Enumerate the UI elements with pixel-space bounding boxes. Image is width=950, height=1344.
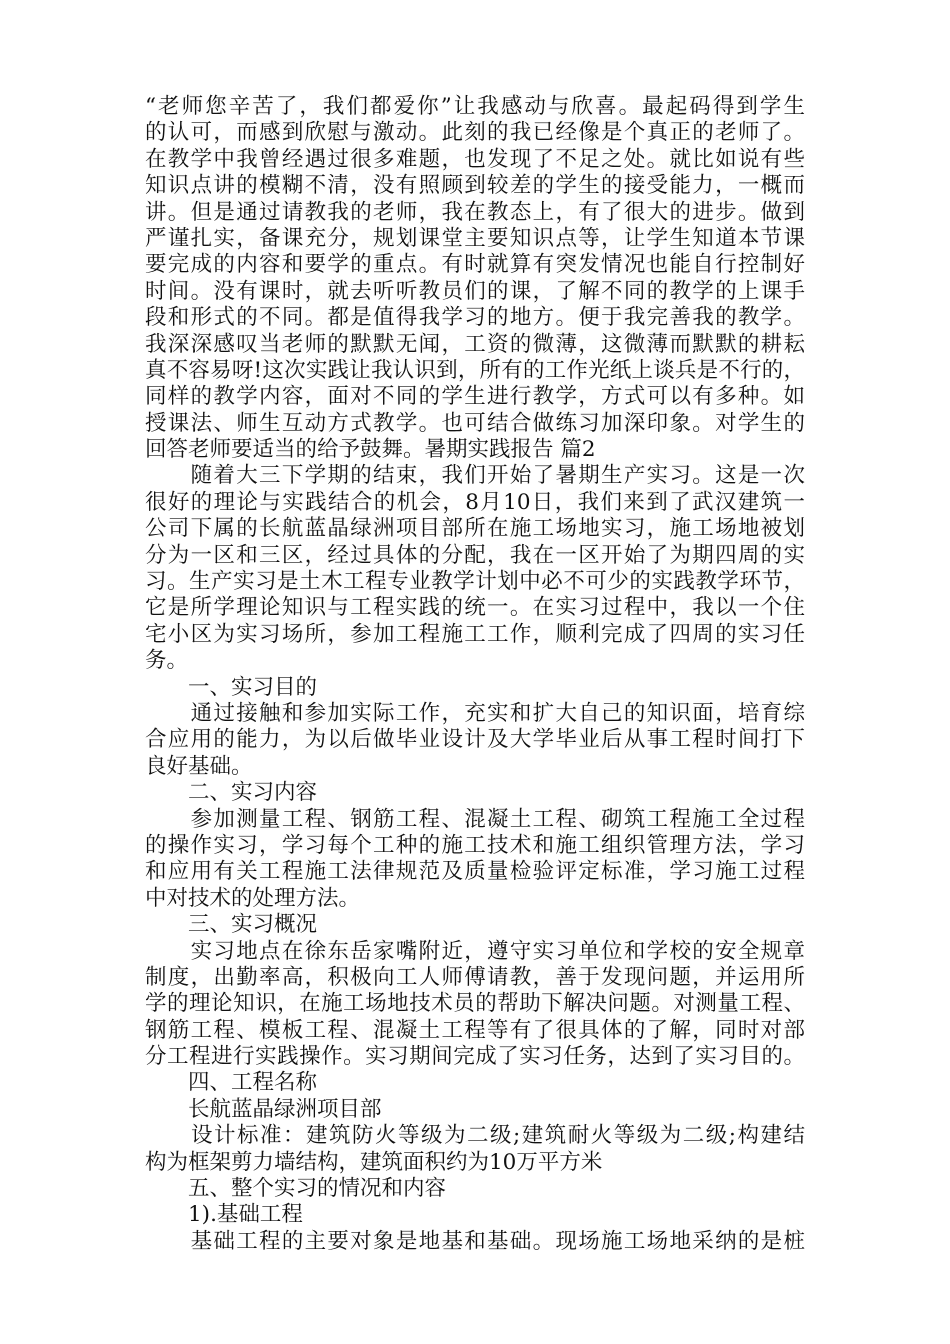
text-line: 同样的教学内容，面对不同的学生进行教学，方式可以有多种。如	[145, 384, 805, 410]
text-line: 四、工程名称	[145, 1070, 318, 1096]
text-line: 分工程进行实践操作。实习期间完成了实习任务，达到了实习目的。	[145, 1044, 805, 1070]
text-line: 通过接触和参加实际工作，充实和扩大自己的知识面，培育综	[145, 700, 805, 726]
text-line: 1).基础工程	[145, 1202, 303, 1228]
text-line: 回答老师要适当的给予鼓舞。暑期实践报告 篇2	[145, 437, 596, 463]
text-line: 钢筋工程、模板工程、混凝土工程等有了很具体的了解，同时对部	[145, 1017, 805, 1043]
text-line: 参加测量工程、钢筋工程、混凝土工程、砌筑工程施工全过程	[145, 806, 805, 832]
text-line: 真不容易呀!这次实践让我认识到，所有的工作光纸上谈兵是不行的，	[145, 357, 805, 383]
text-line: 的认可，而感到欣慰与激动。此刻的我已经像是个真正的老师了。	[145, 120, 805, 146]
text-line: 和应用有关工程施工法律规范及质量检验评定标准，学习施工过程	[145, 859, 805, 885]
text-line: 制度，出勤率高，积极向工人师傅请教，善于发现问题，并运用所	[145, 964, 805, 990]
text-line: 讲。但是通过请教我的老师，我在教态上，有了很大的进步。做到	[145, 199, 805, 225]
text-line: 很好的理论与实践结合的机会，8月10日，我们来到了武汉建筑一	[145, 489, 805, 515]
text-line: 中对技术的处理方法。	[145, 885, 361, 911]
text-line: 设计标准：建筑防火等级为二级;建筑耐火等级为二级;构建结	[145, 1123, 805, 1149]
document-body	[145, 94, 805, 1255]
text-line: 授课法、师生互动方式教学。也可结合做练习加深印象。对学生的	[145, 410, 805, 436]
text-line: 学的理论知识，在施工场地技术员的帮助下解决问题。对测量工程、	[145, 991, 805, 1017]
text-line: 长航蓝晶绿洲项目部	[145, 1096, 382, 1122]
text-line: 分为一区和三区，经过具体的分配，我在一区开始了为期四周的实	[145, 542, 805, 568]
text-line: 基础工程的主要对象是地基和基础。现场施工场地采纳的是桩	[145, 1228, 805, 1254]
text-line: 良好基础。	[145, 753, 253, 779]
text-line: 要完成的内容和要学的重点。有时就算有突发情况也能自行控制好	[145, 252, 805, 278]
text-line: 宅小区为实习场所，参加工程施工工作，顺利完成了四周的实习任	[145, 621, 805, 647]
text-line: 我深深感叹当老师的默默无闻，工资的微薄，这微薄而默默的耕耘	[145, 331, 805, 357]
text-line: 知识点讲的模糊不清，没有照顾到较差的学生的接受能力，一概而	[145, 173, 805, 199]
text-line: 公司下属的长航蓝晶绿洲项目部所在施工场地实习，施工场地被划	[145, 516, 805, 542]
text-line: 二、实习内容	[145, 780, 318, 806]
text-line: 五、整个实习的情况和内容	[145, 1176, 447, 1202]
text-line: 段和形式的不同。都是值得我学习的地方。便于我完善我的教学。	[145, 305, 805, 331]
text-line: 在教学中我曾经遇过很多难题，也发现了不足之处。就比如说有些	[145, 146, 805, 172]
text-line: 构为框架剪力墙结构，建筑面积约为10万平方米	[145, 1149, 603, 1175]
text-line: 的操作实习，学习每个工种的施工技术和施工组织管理方法，学习	[145, 832, 805, 858]
text-line: 三、实习概况	[145, 912, 318, 938]
text-line: 它是所学理论知识与工程实践的统一。在实习过程中，我以一个住	[145, 595, 805, 621]
text-line: 务。	[145, 648, 189, 674]
text-line: 一、实习目的	[145, 674, 318, 700]
text-line: “老师您辛苦了，我们都爱你”让我感动与欣喜。最起码得到学生	[145, 94, 805, 119]
text-line: 严谨扎实，备课充分，规划课堂主要知识点等，让学生知道本节课	[145, 225, 805, 251]
text-line: 随着大三下学期的结束，我们开始了暑期生产实习。这是一次	[145, 463, 805, 489]
text-line: 习。生产实习是土木工程专业教学计划中必不可少的实践教学环节，	[145, 569, 805, 595]
text-line: 合应用的能力，为以后做毕业设计及大学毕业后从事工程时间打下	[145, 727, 805, 753]
text-line: 时间。没有课时，就去听听教员们的课，了解不同的教学的上课手	[145, 278, 805, 304]
text-line: 实习地点在徐东岳家嘴附近，遵守实习单位和学校的安全规章	[145, 938, 805, 964]
